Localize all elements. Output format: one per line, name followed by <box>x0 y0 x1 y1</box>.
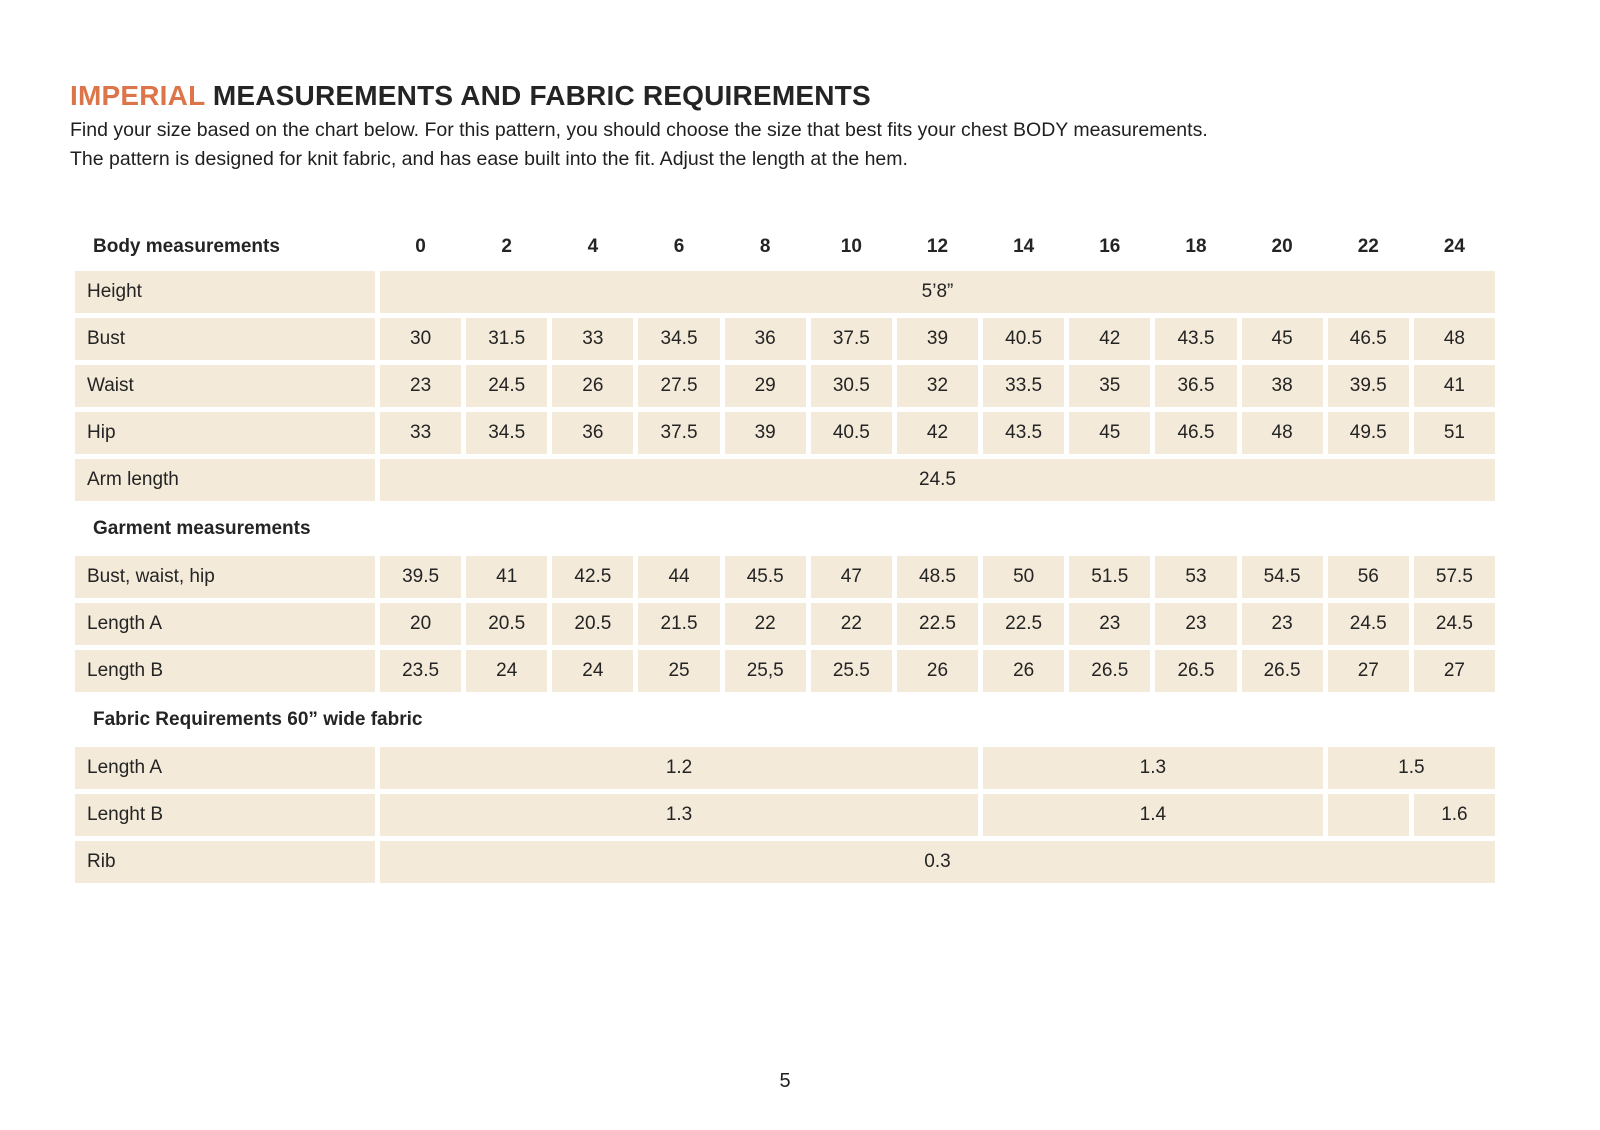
value-cell: 22.5 <box>983 603 1064 645</box>
value-cell: 48 <box>1414 318 1495 360</box>
size-column-header: 14 <box>1013 236 1035 257</box>
size-column-header: 0 <box>415 236 426 257</box>
size-column-header: 20 <box>1271 236 1293 257</box>
value-cell: 22.5 <box>897 603 978 645</box>
value-cell: 42 <box>1069 318 1150 360</box>
value-cell: 30 <box>380 318 461 360</box>
value-cell: 24.5 <box>1414 603 1495 645</box>
value-cell: 40.5 <box>811 412 892 454</box>
merged-value-cell: 1.2 <box>380 747 978 789</box>
section-header: Garment measurements <box>93 517 311 539</box>
value-cell: 26 <box>897 650 978 692</box>
value-cell: 32 <box>897 365 978 407</box>
value-cell: 23 <box>1155 603 1236 645</box>
value-cell: 41 <box>466 556 547 598</box>
value-cell: 43.5 <box>1155 318 1236 360</box>
value-cell: 36 <box>725 318 806 360</box>
value-cell: 29 <box>725 365 806 407</box>
value-cell: 27 <box>1414 650 1495 692</box>
value-cell: 26 <box>552 365 633 407</box>
value-cell: 26.5 <box>1155 650 1236 692</box>
value-cell: 22 <box>811 603 892 645</box>
size-column-header: 4 <box>587 236 599 257</box>
value-cell: 51.5 <box>1069 556 1150 598</box>
value-cell: 46.5 <box>1328 318 1409 360</box>
value-cell: 43.5 <box>983 412 1064 454</box>
merged-value-cell: 1.5 <box>1328 747 1495 789</box>
size-column-header: 10 <box>840 236 862 257</box>
value-cell: 53 <box>1155 556 1236 598</box>
value-cell: 20.5 <box>466 603 547 645</box>
page-number: 5 <box>779 1070 791 1092</box>
value-cell: 42.5 <box>552 556 633 598</box>
size-column-header: 16 <box>1099 236 1121 257</box>
value-cell: 24.5 <box>466 365 547 407</box>
value-cell: 23 <box>1242 603 1323 645</box>
value-cell: 25,5 <box>725 650 806 692</box>
size-column-header: 2 <box>501 236 512 257</box>
value-cell: 33 <box>552 318 633 360</box>
value-cell: 27.5 <box>638 365 719 407</box>
value-cell: 47 <box>811 556 892 598</box>
value-cell: 23.5 <box>380 650 461 692</box>
row-label: Height <box>75 271 375 313</box>
value-cell: 23 <box>380 365 461 407</box>
row-label: Length A <box>75 603 375 645</box>
size-column-header: 6 <box>673 236 685 257</box>
intro-line-2: The pattern is designed for knit fabric, and has ease built into the fit. Adjust the length at the hem. <box>70 148 908 170</box>
intro-line-1: Find your size based on the chart below. For this pattern, you should choose the size that best fits your chest BODY measurements. <box>70 119 1208 141</box>
value-cell: 39 <box>897 318 978 360</box>
value-cell: 45 <box>1242 318 1323 360</box>
value-cell: 37.5 <box>638 412 719 454</box>
measurement-table <box>75 228 1495 883</box>
value-cell: 25 <box>638 650 719 692</box>
value-cell: 26.5 <box>1069 650 1150 692</box>
value-cell: 21.5 <box>638 603 719 645</box>
row-label: Waist <box>75 365 375 407</box>
value-cell: 46.5 <box>1155 412 1236 454</box>
merged-value-cell: 1.3 <box>380 794 978 836</box>
value-cell: 34.5 <box>466 412 547 454</box>
value-cell: 57.5 <box>1414 556 1495 598</box>
page-title-rest: MEASUREMENTS AND FABRIC REQUIREMENTS <box>204 80 871 111</box>
value-cell: 48.5 <box>897 556 978 598</box>
value-cell: 36 <box>552 412 633 454</box>
row-label: Bust <box>75 318 375 360</box>
page-title-highlight: IMPERIAL <box>70 80 205 111</box>
size-column-header: 18 <box>1185 236 1207 257</box>
value-cell: 24 <box>552 650 633 692</box>
value-cell: 36.5 <box>1155 365 1236 407</box>
merged-value-cell: 1.3 <box>983 747 1323 789</box>
value-cell: 33 <box>380 412 461 454</box>
value-cell: 54.5 <box>1242 556 1323 598</box>
merged-value-cell: 1.6 <box>1414 794 1495 836</box>
merged-value-cell: 24.5 <box>380 459 1495 501</box>
value-cell: 45.5 <box>725 556 806 598</box>
value-cell: 34.5 <box>638 318 719 360</box>
row-label: Length A <box>75 747 375 789</box>
row-label: Rib <box>75 841 375 883</box>
value-cell: 26 <box>983 650 1064 692</box>
value-cell: 30.5 <box>811 365 892 407</box>
merged-value-cell: 1.4 <box>983 794 1323 836</box>
merged-value-cell: 5’8” <box>380 271 1495 313</box>
row-label: Bust, waist, hip <box>75 556 375 598</box>
value-cell: 27 <box>1328 650 1409 692</box>
value-cell: 35 <box>1069 365 1150 407</box>
value-cell: 20.5 <box>552 603 633 645</box>
value-cell: 39 <box>725 412 806 454</box>
value-cell: 37.5 <box>811 318 892 360</box>
merged-value-cell: 0.3 <box>380 841 1495 883</box>
value-cell: 31.5 <box>466 318 547 360</box>
value-cell: 38 <box>1242 365 1323 407</box>
value-cell: 45 <box>1069 412 1150 454</box>
value-cell: 33.5 <box>983 365 1064 407</box>
value-cell: 41 <box>1414 365 1495 407</box>
value-cell: 50 <box>983 556 1064 598</box>
value-cell: 25.5 <box>811 650 892 692</box>
value-cell: 56 <box>1328 556 1409 598</box>
row-label: Length B <box>75 650 375 692</box>
value-cell: 23 <box>1069 603 1150 645</box>
value-cell: 24.5 <box>1328 603 1409 645</box>
value-cell: 48 <box>1242 412 1323 454</box>
value-cell: 42 <box>897 412 978 454</box>
value-cell: 44 <box>638 556 719 598</box>
value-cell: 20 <box>380 603 461 645</box>
size-column-header: 12 <box>926 236 949 257</box>
value-cell: 40.5 <box>983 318 1064 360</box>
value-cell: 39.5 <box>380 556 461 598</box>
value-cell: 24 <box>466 650 547 692</box>
table-header-label: Body measurements <box>93 236 280 257</box>
size-column-header: 22 <box>1357 236 1379 257</box>
value-cell: 39.5 <box>1328 365 1409 407</box>
size-column-header: 8 <box>759 236 771 257</box>
row-label: Hip <box>75 412 375 454</box>
empty-cell <box>1328 794 1409 836</box>
row-label: Arm length <box>75 459 375 501</box>
value-cell: 26.5 <box>1242 650 1323 692</box>
size-column-header: 24 <box>1443 236 1465 257</box>
value-cell: 51 <box>1414 412 1495 454</box>
page-title <box>70 80 871 112</box>
intro-paragraph <box>70 116 1520 174</box>
row-label: Lenght B <box>75 794 375 836</box>
value-cell: 22 <box>725 603 806 645</box>
section-header: Fabric Requirements 60” wide fabric <box>93 708 423 730</box>
value-cell: 49.5 <box>1328 412 1409 454</box>
